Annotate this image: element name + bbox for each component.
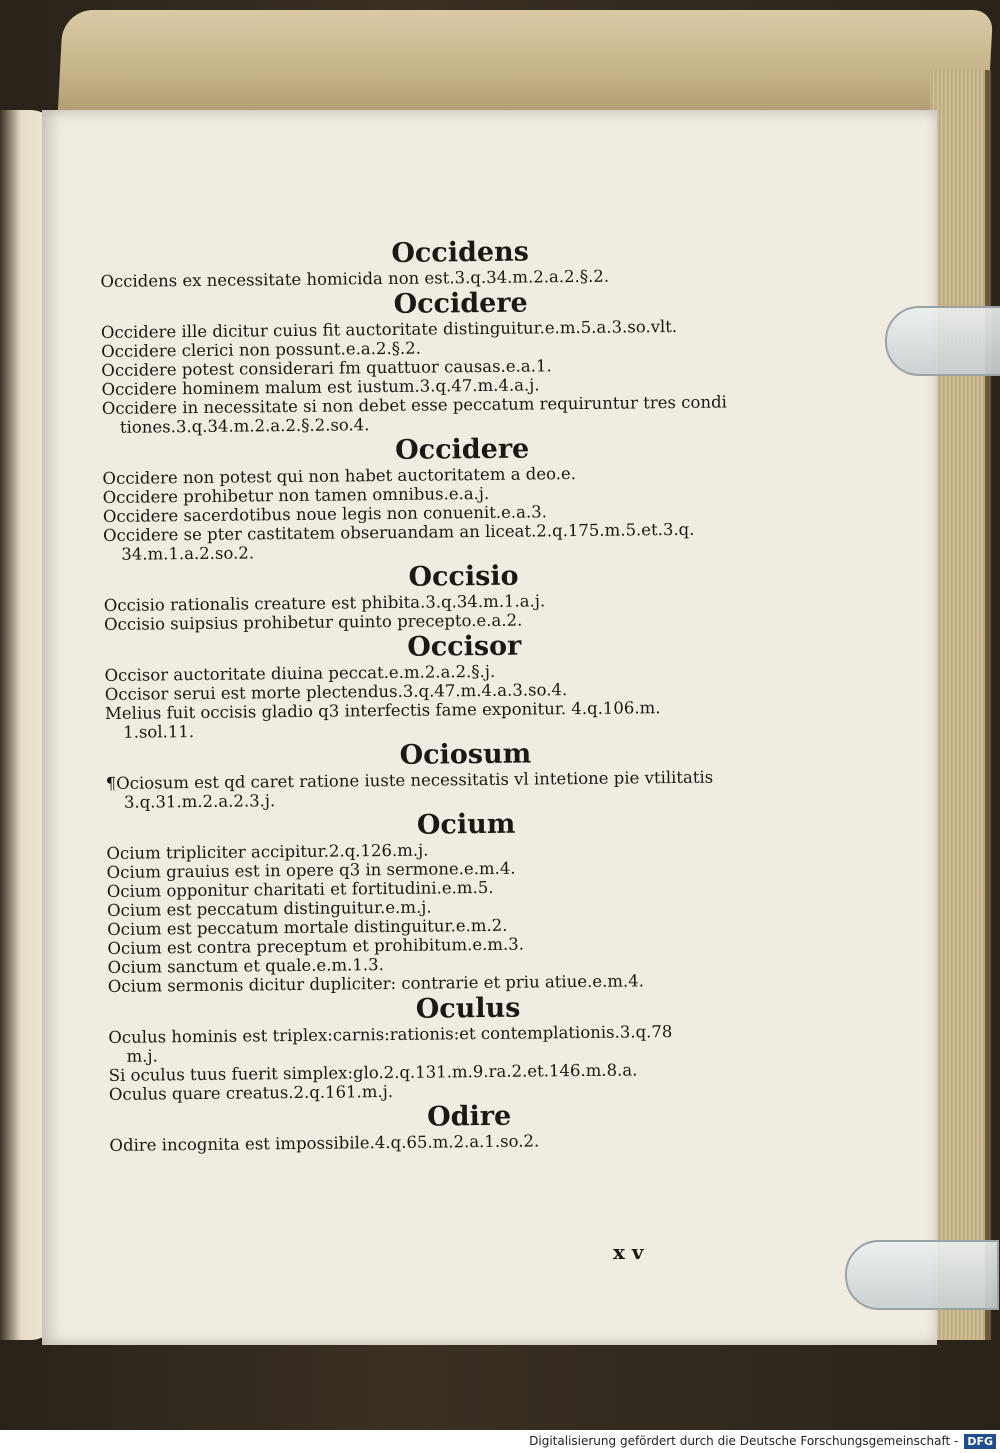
entry-line: Occisio rationalis creature est phibita.3.q.34.m.1.a.j. bbox=[103, 591, 546, 615]
entry-line: Odire incognita est impossibile.4.q.65.m.2.a.1.so.2. bbox=[109, 1131, 540, 1155]
entry-line: 34.m.1.a.2.so.2. bbox=[121, 543, 255, 564]
entry-line: Ocium est peccatum mortale distinguitur.e.m.2. bbox=[107, 915, 508, 939]
entry-heading: Ociosum bbox=[399, 738, 532, 771]
entry-heading: Ocium bbox=[416, 808, 516, 841]
entry-line: Occidere potest considerari fm quattuor causas.e.a.1. bbox=[101, 356, 552, 380]
entry-line: Melius fuit occisis gladio q3 interfectis fame exponitur. 4.q.106.m. bbox=[104, 698, 661, 723]
page-stack bbox=[930, 70, 991, 1340]
signature-mark: x v bbox=[613, 1240, 644, 1264]
entry-line: m.j. bbox=[126, 1046, 158, 1066]
entry-heading: Occidens bbox=[391, 236, 530, 269]
entry-line: Ocium est peccatum distinguitur.e.m.j. bbox=[106, 897, 432, 920]
entry-heading: Occidere bbox=[394, 433, 530, 466]
footer-credit bbox=[0, 1430, 1000, 1453]
entry-heading: Occidere bbox=[393, 287, 528, 320]
entry-line: Occidere prohibetur non tamen omnibus.e.a.j. bbox=[102, 483, 490, 507]
entry-line: Occidere hominem malum est iustum.3.q.47.m.4.a.j. bbox=[101, 375, 540, 399]
entry-line: Ocium grauius est in opere q3 in sermone.e.m.4. bbox=[106, 858, 516, 882]
entry-line: Occidere sacerdotibus noue legis non conuenit.e.a.3. bbox=[102, 502, 548, 526]
entry-line: Occisor auctoritate diuina peccat.e.m.2.a.2.§.j. bbox=[104, 661, 496, 685]
entry-line: Occidere non potest qui non habet auctoritatem a deo.e. bbox=[102, 464, 577, 488]
entry-heading: Oculus bbox=[415, 992, 521, 1025]
entry-line: Oculus hominis est triplex:carnis:rationis:et contemplationis.3.q.78 bbox=[108, 1022, 673, 1047]
entry-line: Ocium est contra preceptum et prohibitum.e.m.3. bbox=[107, 934, 525, 958]
entry-line: Ocium tripliciter accipitur.2.q.126.m.j. bbox=[106, 840, 429, 863]
entry-line: tiones.3.q.34.m.2.a.2.§.2.so.4. bbox=[119, 415, 370, 437]
entry-line: 1.sol.11. bbox=[123, 722, 195, 742]
entry-heading: Occisio bbox=[408, 560, 519, 593]
entry-line: Occisor serui est morte plectendus.3.q.47.m.4.a.3.so.4. bbox=[104, 680, 568, 704]
entry-heading: Occisor bbox=[407, 630, 522, 663]
page-clip-bottom bbox=[845, 1240, 999, 1310]
entry-line: Occidens ex necessitate homicida non est.3.q.34.m.2.a.2.§.2. bbox=[100, 266, 610, 291]
entry-line: 3.q.31.m.2.a.2.3.j. bbox=[123, 791, 276, 812]
entry-heading: Odire bbox=[427, 1100, 512, 1133]
entry-line: Occidere clerici non possunt.e.a.2.§.2. bbox=[101, 338, 422, 361]
entry-line: Si oculus tuus fuerit simplex:glo.2.q.131.m.9.ra.2.et.146.m.8.a. bbox=[108, 1060, 638, 1085]
dfg-logo: DFG bbox=[964, 1434, 996, 1449]
entry-line: Occidere ille dicitur cuius fit auctoritate distinguitur.e.m.5.a.3.so.vlt. bbox=[100, 316, 678, 342]
entry-line: Ocium sanctum et quale.e.m.1.3. bbox=[107, 955, 384, 977]
page-text bbox=[100, 233, 770, 1155]
entry-line: Occidere in necessitate si non debet esse peccatum requiruntur tres condi bbox=[101, 392, 727, 418]
entry-line: Occidere se pter castitatem obseruandam an liceat.2.q.175.m.5.et.3.q. bbox=[102, 519, 695, 545]
entry-line: Ocium opponitur charitati et fortitudini.e.m.5. bbox=[106, 877, 494, 901]
page-clip-top bbox=[885, 306, 1000, 376]
footer-credit-text: Digitalisierung gefördert durch die Deutsche Forschungsgemeinschaft - bbox=[529, 1434, 959, 1448]
entry-line: ¶Ociosum est qd caret ratione iuste necessitatis vl intetione pie vtilitatis bbox=[105, 767, 714, 793]
entry-line: Oculus quare creatus.2.q.161.m.j. bbox=[108, 1081, 394, 1104]
entry-line: Occisio suipsius prohibetur quinto precepto.e.a.2. bbox=[103, 610, 523, 634]
entry-line: Ocium sermonis dicitur dupliciter: contrarie et priu atiue.e.m.4. bbox=[107, 971, 645, 996]
